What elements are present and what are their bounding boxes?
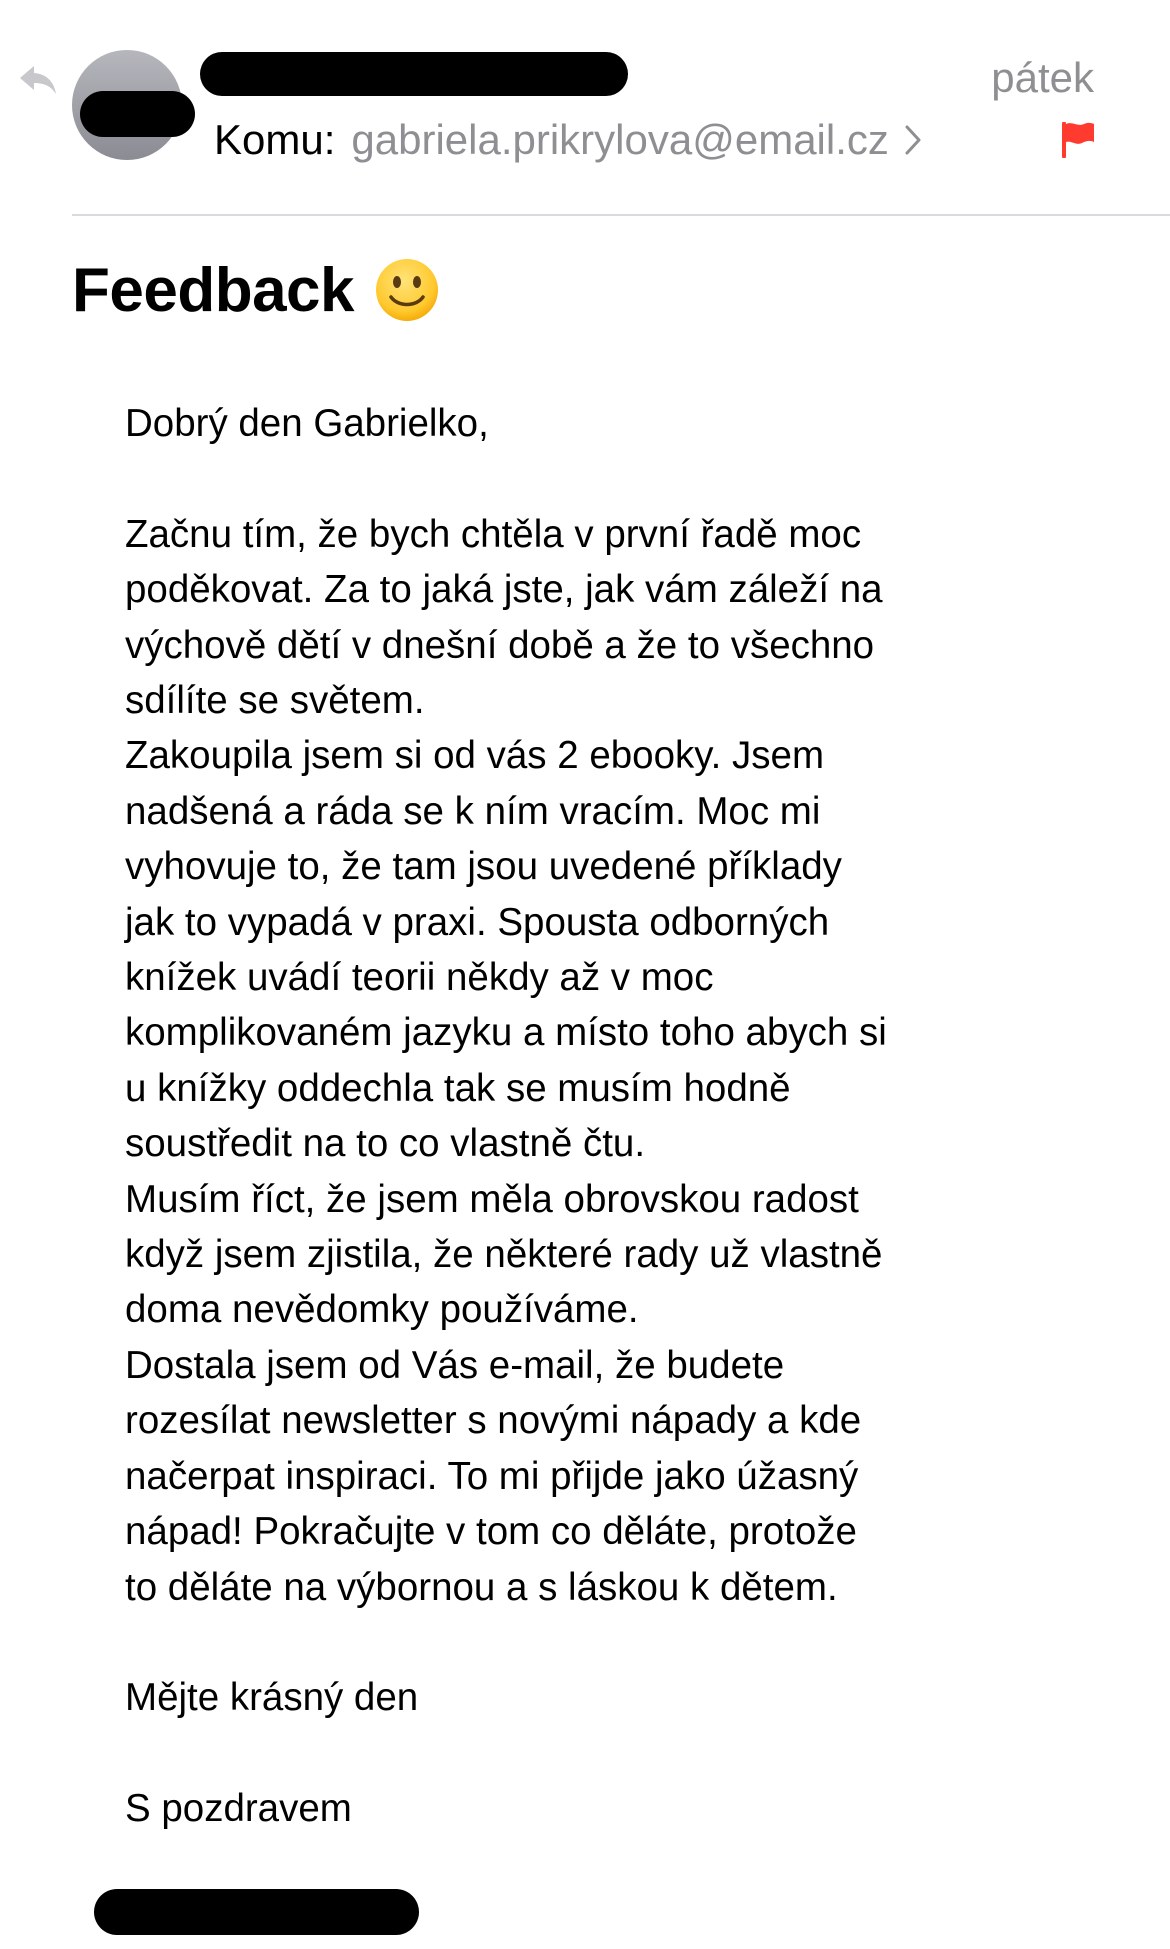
recipient-row[interactable] [214,112,925,168]
message-body [125,396,1125,1837]
recipient-email[interactable]: gabriela.prikrylova@email.cz [351,116,889,163]
body-line: soustředit na to co vlastně čtu. [125,1122,646,1166]
reply-arrow-icon[interactable] [16,58,60,102]
body-line: nápad! Pokračujte v tom co děláte, protože [125,1510,857,1554]
flag-icon[interactable] [1060,120,1096,160]
body-line: komplikovaném jazyku a místo toho abych si [125,1011,887,1055]
body-line: Dobrý den Gabrielko, [125,402,489,445]
body-line: jak to vypadá v praxi. Spousta odborných [125,900,830,944]
body-line: Dostala jsem od Vás e-mail, že budete [125,1343,785,1387]
body-line: Zakoupila jsem si od vás 2 ebooky. Jsem [125,734,825,778]
body-line: nadšená a ráda se k ním vracím. Moc mi [125,789,821,833]
redacted-signature [94,1889,419,1935]
blank-line [125,451,1125,506]
message-subject: Feedback [72,255,355,325]
subject-row [72,250,440,330]
body-line: načerpat inspiraci. To mi přijde jako úžasný [125,1454,859,1498]
body-line: Mějte krásný den [125,1676,419,1720]
blank-line [125,1615,1125,1670]
body-line: poděkovat. Za to jaká jste, jak vám záleží na [125,568,883,612]
body-line: rozesílat newsletter s novými nápady a kde [125,1399,862,1443]
body-line: vyhovuje to, že tam jsou uvedené příklady [125,845,842,889]
body-line: Začnu tím, že bych chtěla v první řadě moc [125,512,862,556]
redacted-sender-name [200,52,628,96]
body-line: výchově dětí v dnešní době a že to všechno [125,623,875,667]
body-line: to děláte na výbornou a s láskou k dětem. [125,1565,838,1609]
body-line: S pozdravem [125,1787,352,1831]
slightly-smiling-face-icon [374,257,440,323]
body-line: doma nevědomky používáme. [125,1288,639,1332]
blank-line [125,1726,1125,1781]
to-label: Komu: [214,116,336,163]
body-line: knížek uvádí teorii někdy až v moc [125,956,714,1000]
body-line: u knížky oddechla tak se musím hodně [125,1066,791,1110]
body-line: Musím říct, že jsem měla obrovskou radost [125,1177,859,1221]
body-line: sdílíte se světem. [125,679,425,723]
redacted-avatar-initials [80,91,195,137]
message-date: pátek [991,54,1094,101]
header-divider [72,214,1170,216]
chevron-right-icon[interactable] [903,121,925,159]
body-line: když jsem zjistila, že některé rady už vlastně [125,1233,883,1277]
